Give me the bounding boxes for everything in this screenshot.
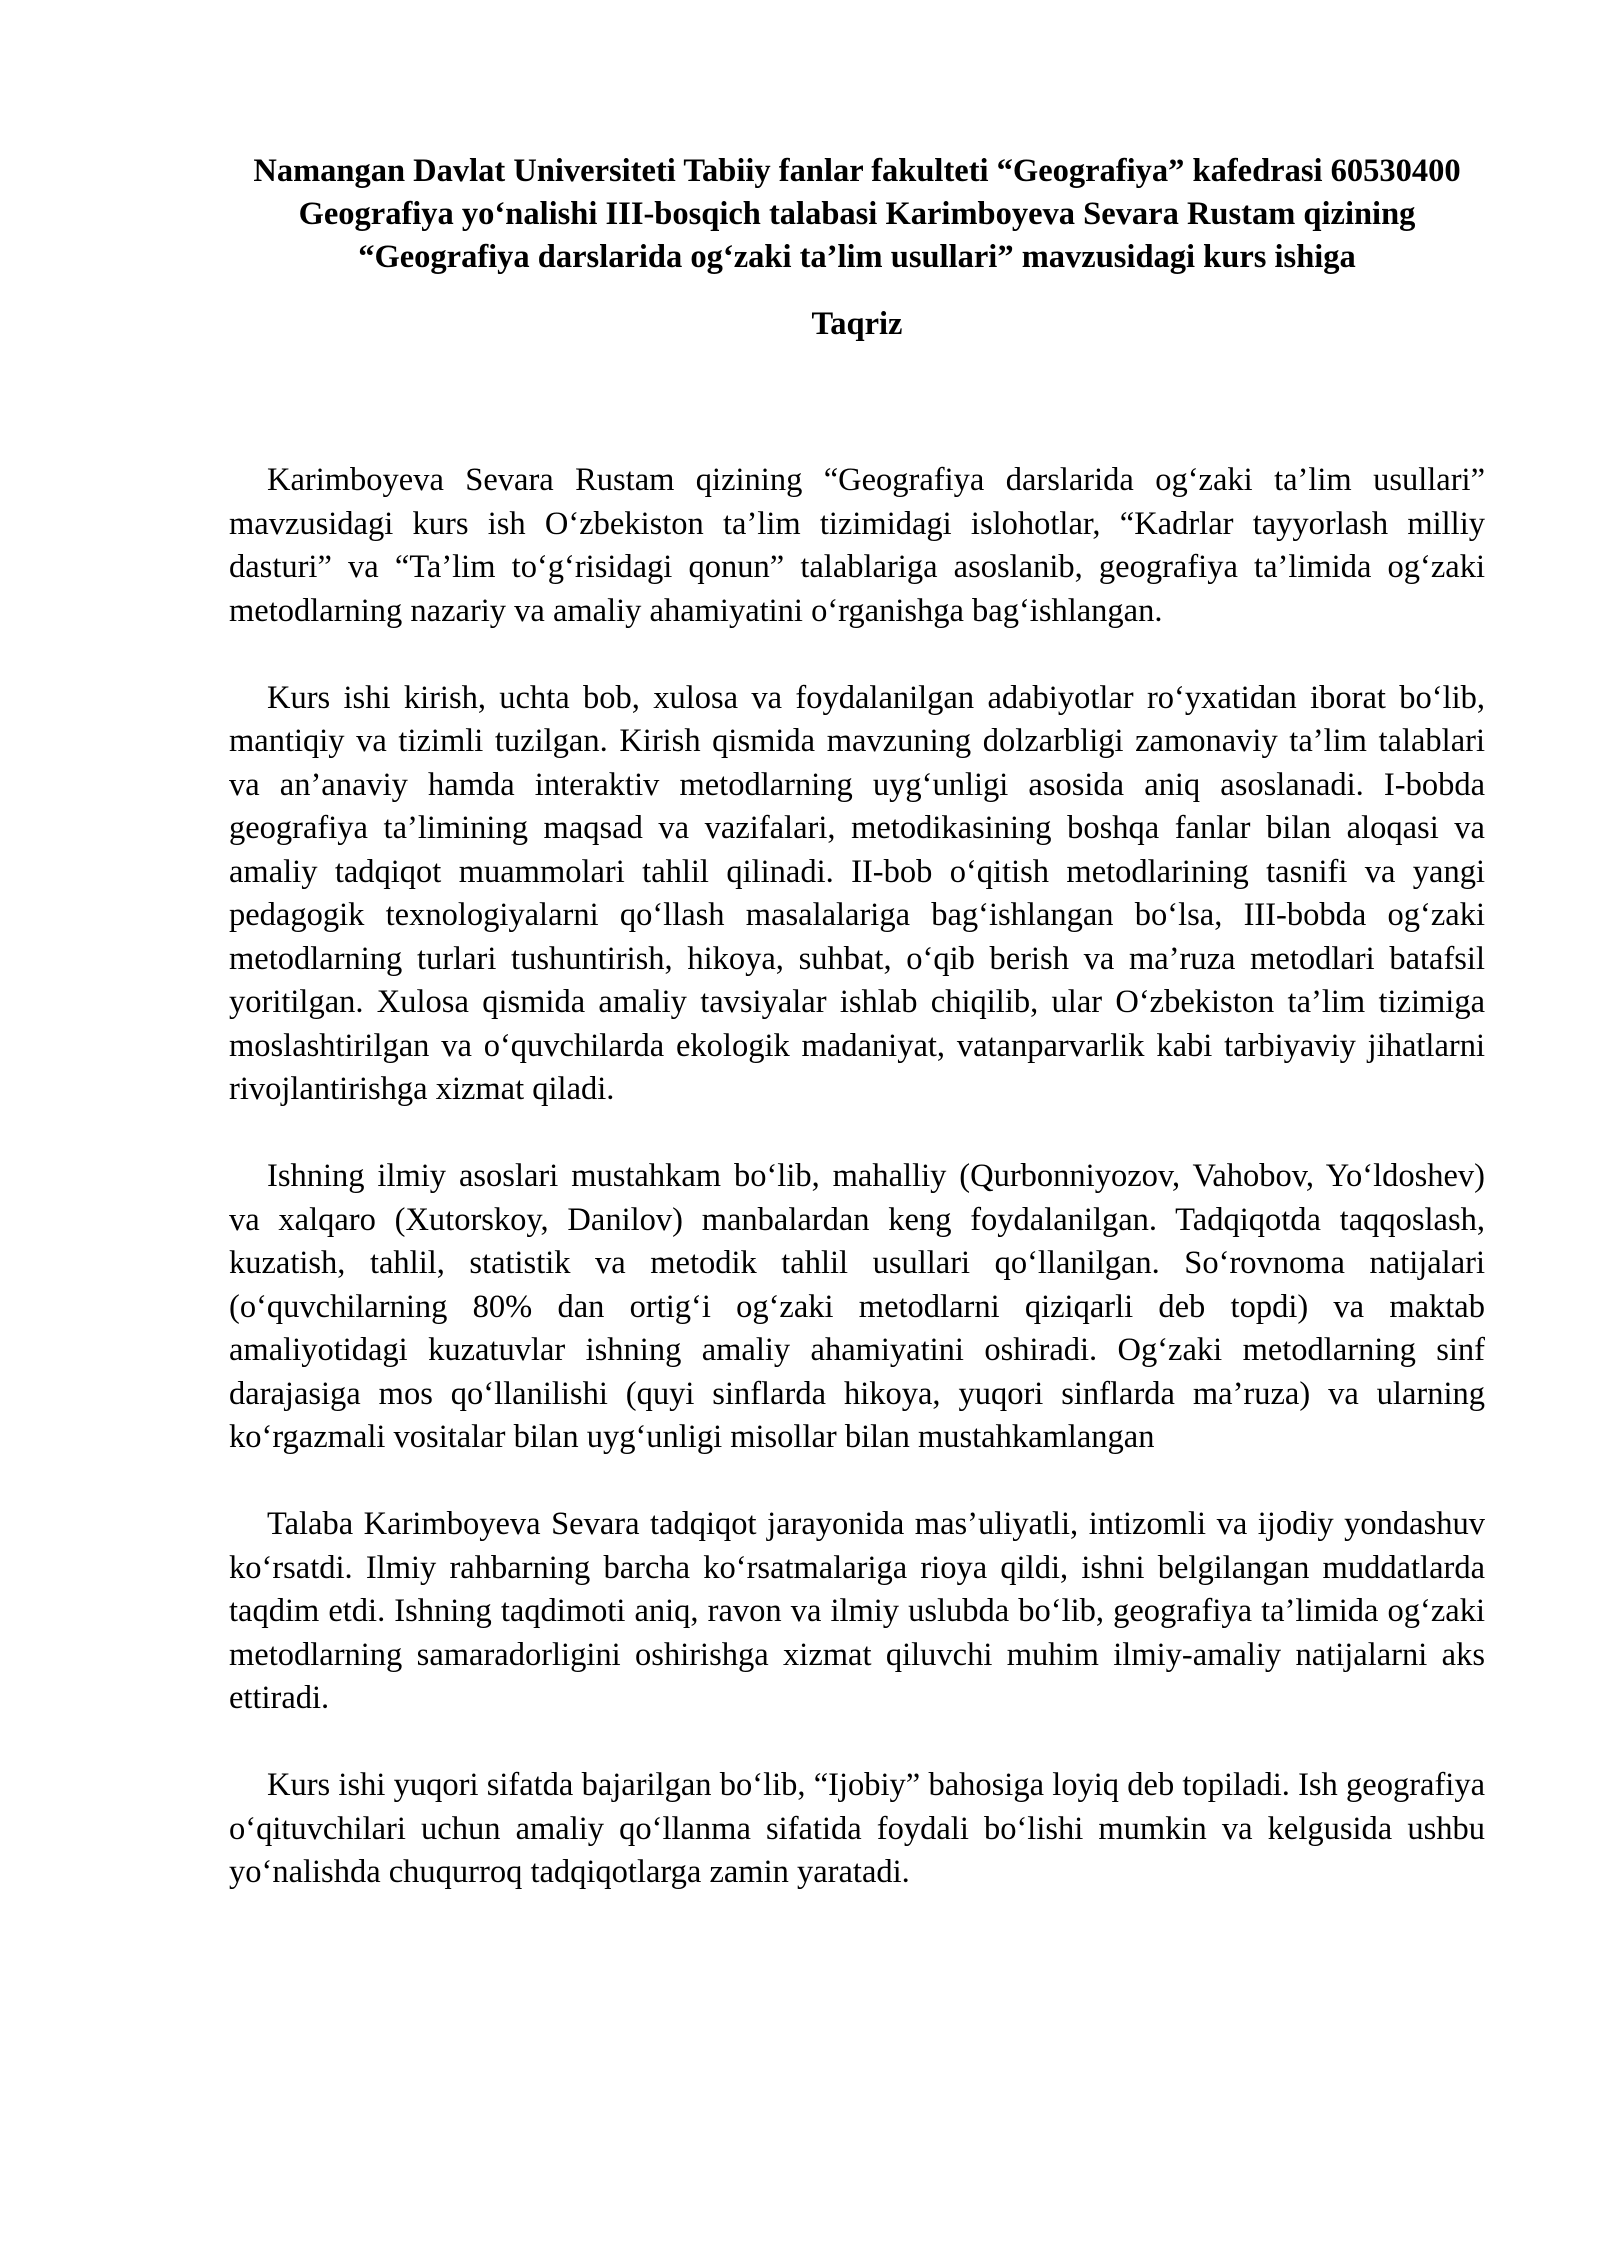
document-page (229, 150, 1485, 1938)
document-body (229, 459, 1485, 1895)
document-heading: Namangan Davlat Universiteti Tabiiy fanlar fakulteti “Geografiya” kafedrasi 60530400 Geografiya yo‘nalishi III-bosqich talabasi Karimboyeva Sevara Rustam qizining “Geografiya darslarida og‘zaki ta’lim usullari” mavzusidagi kurs ishiga (253, 153, 1461, 275)
paragraph-5: Kurs ishi yuqori sifatda bajarilgan bo‘lib, “Ijobiy” bahosiga loyiq deb topiladi. Ish geografiya o‘qituvchilari uchun amaliy qo‘llanma sifatida foydali bo‘lishi mumkin va kelgusida ushbu yo‘nalishda chuqurroq tadqiqotlarga zamin yaratadi. (229, 1767, 1485, 1890)
paragraph-2: Kurs ishi kirish, uchta bob, xulosa va foydalanilgan adabiyotlar ro‘yxatidan iborat bo‘lib, mantiqiy va tizimli tuzilgan. Kirish qismida mavzuning dolzarbligi zamonaviy ta’lim talablari va an’anaviy hamda interaktiv metodlarning uyg‘unligi asosida aniq asoslanadi. I-bobda geografiya ta’limining maqsad va vazifalari, metodikasining boshqa fanlar bilan aloqasi va amaliy tadqiqot muammolari tahlil qilinadi. II-bob o‘qitish metodlarining tasnifi va yangi pedagogik texnologiyalarni qo‘llash masalalariga bag‘ishlangan bo‘lsa, III-bobda og‘zaki metodlarning turlari tushuntirish, hikoya, suhbat, o‘qib berish va ma’ruza metodlari batafsil yoritilgan. Xulosa qismida amaliy tavsiyalar ishlab chiqilib, ular O‘zbekiston ta’lim tizimiga moslashtirilgan va o‘quvchilarda ekologik madaniyat, vatanparvarlik kabi tarbiyaviy jihatlarni rivojlantirishga xizmat qiladi. (229, 679, 1485, 1107)
document-subtitle: Taqriz (811, 306, 903, 342)
paragraph-4: Talaba Karimboyeva Sevara tadqiqot jarayonida mas’uliyatli, intizomli va ijodiy yondashuv ko‘rsatdi. Ilmiy rahbarning barcha ko‘rsatmalariga rioya qildi, ishni belgilangan muddatlarda taqdim etdi. Ishning taqdimoti aniq, ravon va ilmiy uslubda bo‘lib, geografiya ta’limida og‘zaki metodlarning samaradorligini oshirishga xizmat qiluvchi muhim ilmiy-amaliy natijalarni aks ettiradi. (229, 1506, 1485, 1716)
paragraph-1: Karimboyeva Sevara Rustam qizining “Geografiya darslarida og‘zaki ta’lim usullari” mavzusidagi kurs ish O‘zbekiston ta’lim tizimidagi islohotlar, “Kadrlar tayyorlash milliy dasturi” va “Ta’lim to‘g‘risidagi qonun” talablariga asoslanib, geografiya ta’limida og‘zaki metodlarning nazariy va amaliy ahamiyatini o‘rganishga bag‘ishlangan. (229, 462, 1485, 629)
paragraph-3: Ishning ilmiy asoslari mustahkam bo‘lib, mahalliy (Qurbonniyozov, Vahobov, Yo‘ldoshev) va xalqaro (Xutorskoy, Danilov) manbalardan keng foydalanilgan. Tadqiqotda taqqoslash, kuzatish, tahlil, statistik va metodik tahlil usullari qo‘llanilgan. So‘rovnoma natijalari (o‘quvchilarning 80% dan ortig‘i og‘zaki metodlarni qiziqarli deb topdi) va maktab amaliyotidagi kuzatuvlar ishning amaliy ahamiyatini oshiradi. Og‘zaki metodlarning sinf darajasiga mos qo‘llanilishi (quyi sinflarda hikoya, yuqori sinflarda ma’ruza) va ularning ko‘rgazmali vositalar bilan uyg‘unligi misollar bilan mustahkamlangan (229, 1158, 1485, 1455)
